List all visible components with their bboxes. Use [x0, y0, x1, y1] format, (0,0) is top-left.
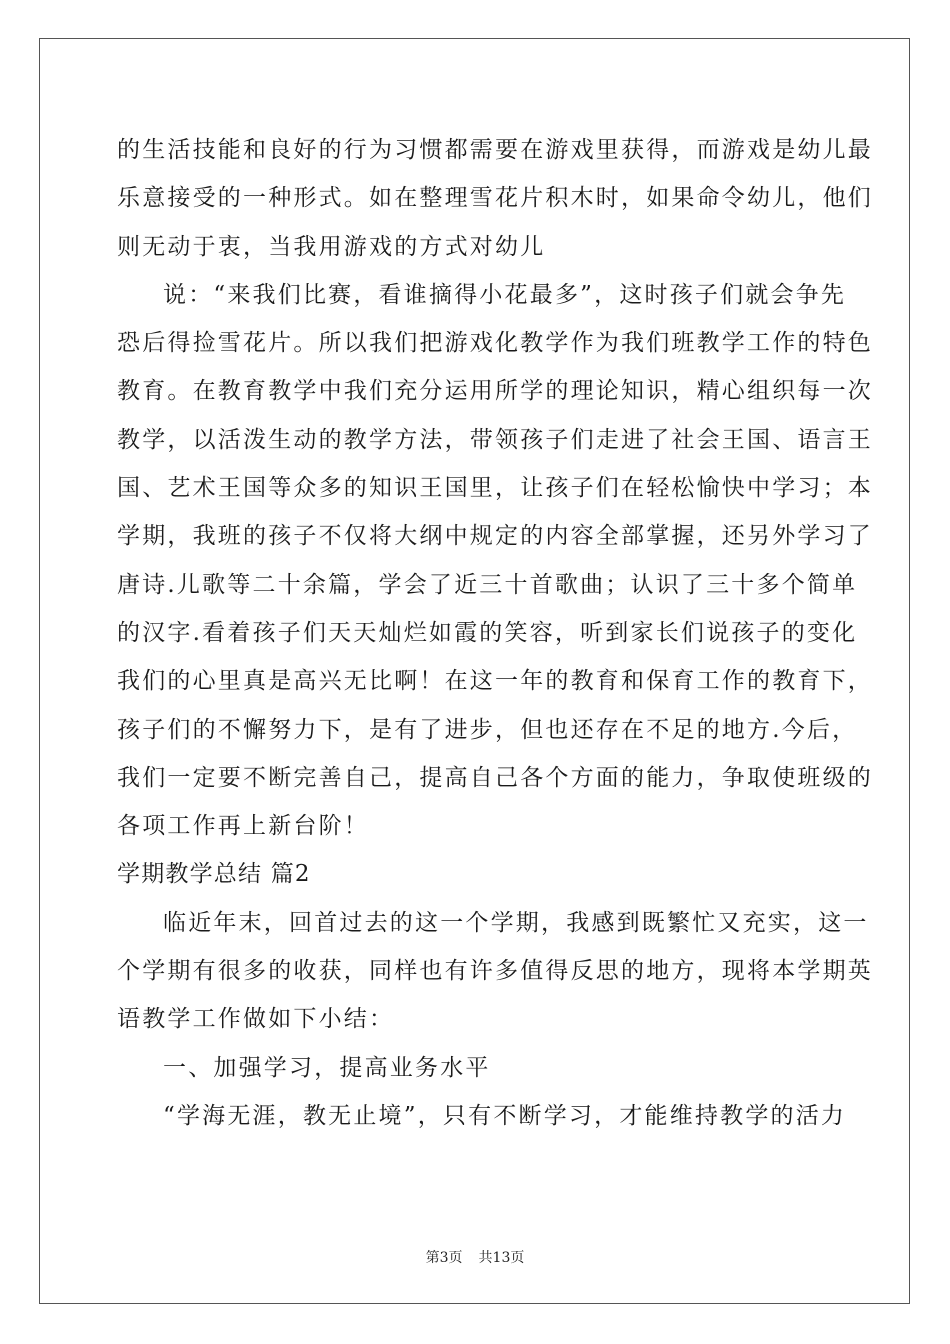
- body-line: 恐后得捡雪花片。所以我们把游戏化教学作为我们班教学工作的特色: [117, 330, 873, 357]
- body-line: 教育。在教育教学中我们充分运用所学的理论知识，精心组织每一次: [117, 378, 873, 405]
- paragraph-start-line: “学海无涯，教无止境”，只有不断学习，才能维持教学的活力: [163, 1102, 847, 1129]
- page-footer: [0, 1247, 950, 1267]
- page-number: 第3页: [425, 1250, 463, 1266]
- body-line: 教学，以活泼生动的教学方法，带领孩子们走进了社会王国、语言王: [117, 426, 873, 453]
- body-line: 我们一定要不断完善自己，提高自己各个方面的能力，争取使班级的: [117, 764, 873, 791]
- body-line: 孩子们的不懈努力下，是有了进步，但也还存在不足的地方.今后，: [117, 716, 858, 743]
- body-line: 的生活技能和良好的行为习惯都需要在游戏里获得，而游戏是幼儿最: [117, 137, 873, 163]
- body-line: 国、艺术王国等众多的知识王国里，让孩子们在轻松愉快中学习；本: [117, 475, 873, 502]
- body-line: 则无动于衷，当我用游戏的方式对幼儿: [117, 233, 546, 260]
- paragraph-start-line: 临近年末，回首过去的这一个学期，我感到既繁忙又充实，这一: [163, 909, 869, 936]
- body-line: 唐诗.儿歌等二十余篇，学会了近三十首歌曲；认识了三十多个简单: [117, 571, 858, 598]
- page-total: 共13页: [478, 1250, 525, 1266]
- body-line: 各项工作再上新台阶！: [117, 813, 369, 840]
- body-line: 个学期有很多的收获，同样也有许多值得反思的地方，现将本学期英: [117, 958, 873, 985]
- body-line: 语教学工作做如下小结：: [117, 1006, 395, 1033]
- section-heading: 学期教学总结 篇2: [117, 861, 311, 888]
- subsection-heading: 一、加强学习，提高业务水平: [163, 1054, 491, 1081]
- body-line: 乐意接受的一种形式。如在整理雪花片积木时，如果命令幼儿，他们: [117, 185, 873, 212]
- body-line: 的汉字.看着孩子们天天灿烂如霞的笑容，听到家长们说孩子的变化: [117, 619, 858, 646]
- document-body: [117, 126, 873, 1140]
- paragraph-start-line: 说：“来我们比赛，看谁摘得小花最多”，这时孩子们就会争先: [163, 281, 847, 308]
- body-line: 我们的心里真是高兴无比啊！在这一年的教育和保育工作的教育下，: [117, 668, 873, 695]
- body-line: 学期，我班的孩子不仅将大纲中规定的内容全部掌握，还另外学习了: [117, 523, 873, 550]
